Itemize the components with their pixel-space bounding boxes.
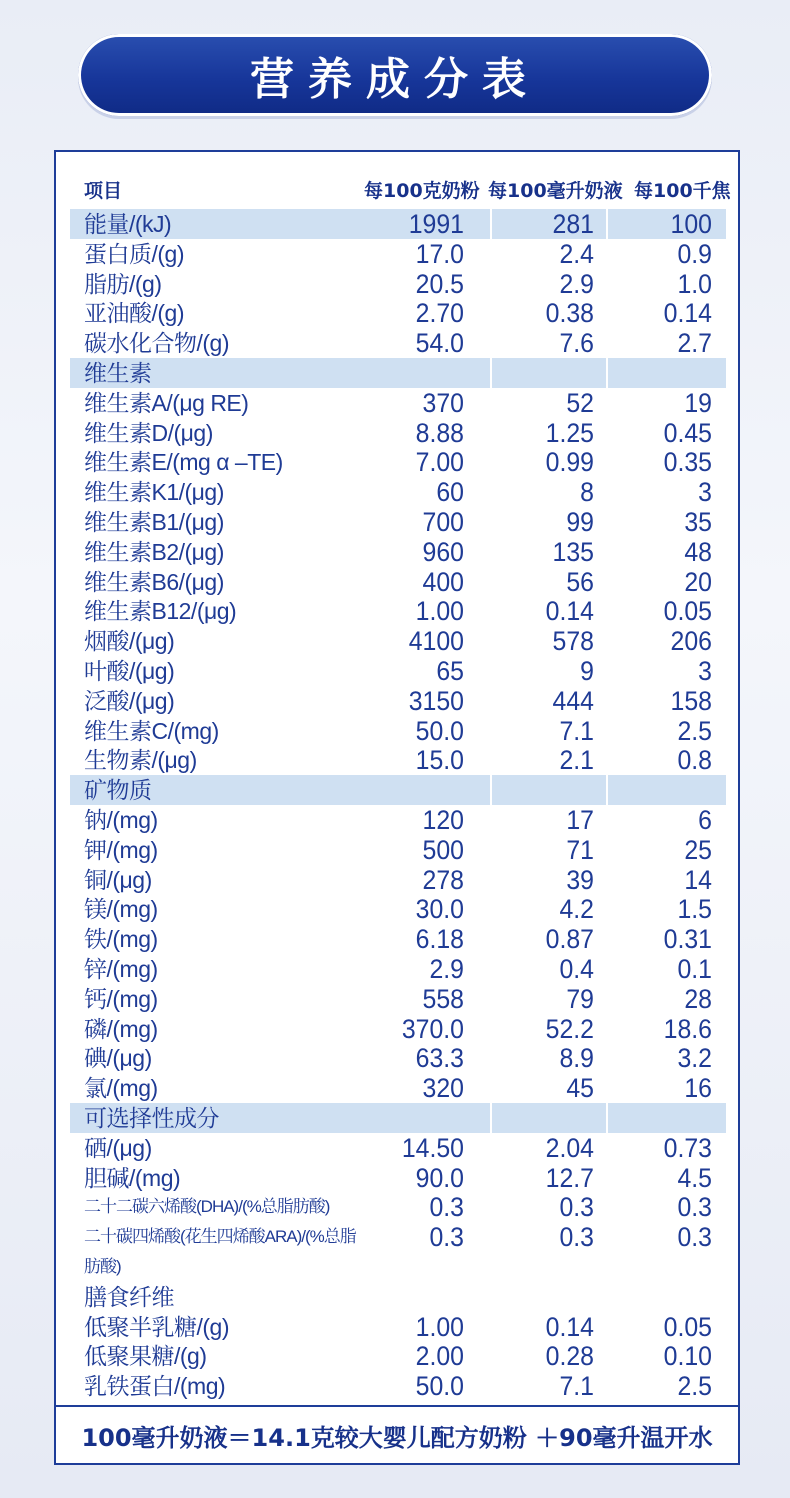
per-100kj-value: 100: [670, 209, 712, 239]
table-row: [70, 596, 726, 626]
per-100ml-value: 0.3: [559, 1192, 594, 1223]
table-row: [70, 418, 726, 448]
per-100kj-value: 19: [684, 387, 712, 418]
per-100g-value: 17.0: [415, 238, 464, 269]
nutrient-name: 钾/(mg): [84, 836, 158, 863]
per-100ml-value: 0.3: [559, 1222, 594, 1253]
per-100g-value: 0.3: [429, 1222, 464, 1253]
per-100kj-value: 3: [698, 477, 712, 508]
per-100ml-value: 8: [580, 477, 594, 508]
nutrient-name: 维生素C/(mg): [84, 717, 219, 744]
per-100kj-value: 6: [698, 805, 712, 835]
per-100ml-value: 444: [552, 685, 594, 716]
per-100kj-value: 0.35: [663, 447, 712, 478]
per-100kj-value: 20: [684, 566, 712, 597]
table-row: [70, 537, 726, 567]
nutrient-name: 硒/(μg): [84, 1134, 152, 1161]
table-row: [70, 716, 726, 746]
nutrient-name: 胆碱/(mg): [84, 1164, 181, 1191]
nutrient-name: 氯/(mg): [84, 1075, 158, 1102]
per-100ml-value: 1.25: [545, 417, 594, 448]
table-row: [70, 1312, 726, 1342]
table-row: [70, 805, 726, 835]
table-row: [70, 1133, 726, 1163]
table-row: [70, 745, 726, 775]
table-row: [70, 1073, 726, 1103]
per-100ml-value: 4.2: [559, 894, 594, 925]
table-row: [70, 328, 726, 358]
header-per-100ml-liquid: 每100毫升奶液: [488, 180, 623, 202]
table-row: [70, 269, 726, 299]
per-100ml-value: 9: [580, 656, 594, 686]
nutrient-name: 可选择性成分: [84, 1105, 219, 1131]
per-100g-value: 2.70: [415, 298, 464, 329]
per-100g-value: 30.0: [415, 894, 464, 925]
per-100ml-value: 52.2: [545, 1013, 594, 1044]
per-100ml-value: 7.6: [559, 328, 594, 359]
header-per-100g-powder: 每100克奶粉: [364, 180, 480, 202]
per-100g-value: 54.0: [415, 328, 464, 359]
per-100ml-value: 17: [566, 805, 594, 835]
per-100ml-value: 2.1: [559, 745, 594, 776]
nutrient-name: 铁/(mg): [84, 926, 158, 953]
nutrient-name: 蛋白质/(g): [84, 240, 184, 267]
per-100ml-value: 56: [566, 566, 594, 597]
per-100kj-value: 3.2: [677, 1043, 712, 1074]
per-100kj-value: 0.3: [677, 1192, 712, 1223]
nutrient-name: 碘/(μg): [84, 1045, 152, 1072]
nutrient-name: 脂肪/(g): [84, 270, 162, 297]
per-100ml-value: 45: [566, 1073, 594, 1104]
table-row: [70, 775, 726, 805]
nutrient-name: 钙/(mg): [84, 985, 158, 1012]
table-row: [70, 894, 726, 924]
per-100ml-value: 0.87: [545, 924, 594, 955]
per-100ml-value: 39: [566, 864, 594, 895]
per-100kj-value: 16: [684, 1073, 712, 1104]
nutrient-name: 叶酸/(μg): [84, 658, 175, 684]
per-100g-value: 370: [422, 387, 464, 418]
per-100g-value: 8.88: [415, 417, 464, 448]
table-row: [70, 1252, 726, 1282]
per-100kj-value: 0.14: [663, 298, 712, 329]
per-100kj-value: 0.10: [663, 1341, 712, 1372]
per-100kj-value: 18.6: [663, 1013, 712, 1044]
per-100g-value: 1991: [408, 209, 464, 239]
table-row: [70, 656, 726, 686]
nutrient-name: 膳食纤维: [84, 1283, 174, 1310]
per-100ml-value: 281: [552, 209, 594, 239]
nutrient-name: 肪酸): [84, 1257, 121, 1276]
per-100ml-value: 52: [566, 387, 594, 418]
per-100g-value: 700: [422, 507, 464, 537]
table-row: [70, 984, 726, 1014]
per-100kj-value: 25: [684, 834, 712, 865]
per-100kj-value: 28: [684, 983, 712, 1014]
nutrient-name: 维生素B6/(μg): [84, 568, 224, 595]
per-100g-value: 1.00: [415, 596, 464, 627]
table-row: [70, 1282, 726, 1312]
per-100g-value: 2.00: [415, 1341, 464, 1372]
table-row: [70, 477, 726, 507]
per-100kj-value: 2.7: [677, 328, 712, 359]
nutrient-name: 锌/(mg): [84, 956, 158, 982]
nutrient-name: 低聚果糖/(g): [84, 1343, 207, 1370]
per-100kj-value: 0.45: [663, 417, 712, 448]
nutrient-name: 维生素D/(μg): [84, 419, 213, 446]
header-per-100kj: 每100千焦: [634, 180, 731, 202]
nutrient-name: 泛酸/(μg): [84, 687, 175, 714]
nutrient-name: 维生素B1/(μg): [84, 509, 224, 535]
per-100ml-value: 99: [566, 507, 594, 537]
nutrition-table: [54, 150, 740, 1465]
per-100g-value: 20.5: [415, 268, 464, 299]
nutrient-name: 维生素B2/(μg): [84, 538, 224, 565]
per-100kj-value: 0.8: [677, 745, 712, 776]
table-row: [70, 1043, 726, 1073]
table-row: [70, 209, 726, 239]
per-100g-value: 65: [436, 656, 464, 686]
per-100kj-value: 1.0: [677, 268, 712, 299]
nutrient-name: 生物素/(μg): [84, 747, 197, 774]
table-row: [70, 507, 726, 537]
per-100kj-value: 0.9: [677, 238, 712, 269]
per-100g-value: 960: [422, 536, 464, 567]
table-row: [70, 388, 726, 418]
per-100kj-value: 206: [670, 626, 712, 657]
table-header: [56, 174, 738, 204]
per-100kj-value: 1.5: [677, 894, 712, 925]
reconstitution-note: 100毫升奶液＝14.1克较大婴儿配方奶粉 ＋90毫升温开水: [56, 1405, 738, 1463]
table-row: [70, 686, 726, 716]
per-100g-value: 0.3: [429, 1192, 464, 1223]
title-banner: [78, 34, 712, 116]
per-100kj-value: 0.1: [677, 954, 712, 984]
per-100ml-value: 79: [566, 983, 594, 1014]
per-100g-value: 14.50: [401, 1132, 464, 1163]
table-row: [70, 626, 726, 656]
table-row: [70, 865, 726, 895]
per-100g-value: 320: [422, 1073, 464, 1104]
per-100g-value: 6.18: [415, 924, 464, 955]
table-row: [70, 239, 726, 269]
per-100g-value: 15.0: [415, 745, 464, 776]
per-100kj-value: 48: [684, 536, 712, 567]
nutrient-name: 烟酸/(μg): [84, 628, 175, 655]
table-row: [70, 924, 726, 954]
per-100ml-value: 0.99: [545, 447, 594, 478]
page-title: 营养成分表: [250, 54, 540, 105]
per-100kj-value: 0.73: [663, 1132, 712, 1163]
table-row: [70, 1222, 726, 1252]
per-100kj-value: 158: [670, 685, 712, 716]
per-100kj-value: 0.3: [677, 1222, 712, 1253]
header-item: 项目: [84, 180, 123, 202]
table-row: [70, 447, 726, 477]
per-100g-value: 60: [436, 477, 464, 508]
nutrient-name: 镁/(mg): [84, 896, 158, 923]
nutrient-name: 磷/(mg): [84, 1015, 158, 1042]
nutrient-name: 能量/(kJ): [84, 211, 172, 237]
per-100g-value: 370.0: [401, 1013, 464, 1044]
nutrient-name: 维生素B12/(μg): [84, 598, 237, 625]
per-100ml-value: 7.1: [559, 715, 594, 746]
per-100g-value: 500: [422, 834, 464, 865]
per-100g-value: 4100: [408, 626, 464, 657]
table-row: [70, 835, 726, 865]
per-100g-value: 63.3: [415, 1043, 464, 1074]
per-100kj-value: 0.05: [663, 1311, 712, 1342]
table-row: [70, 1341, 726, 1371]
per-100ml-value: 12.7: [545, 1162, 594, 1193]
table-row: [70, 1371, 726, 1401]
table-row: [70, 954, 726, 984]
nutrient-name: 铜/(μg): [84, 866, 152, 893]
nutrient-name: 维生素: [84, 360, 152, 386]
table-row: [70, 298, 726, 328]
table-row: [70, 1103, 726, 1133]
per-100kj-value: 0.31: [663, 924, 712, 955]
per-100kj-value: 0.05: [663, 596, 712, 627]
per-100g-value: 278: [422, 864, 464, 895]
per-100g-value: 50.0: [415, 1371, 464, 1402]
per-100ml-value: 0.14: [545, 1311, 594, 1342]
per-100ml-value: 7.1: [559, 1371, 594, 1402]
per-100kj-value: 14: [684, 864, 712, 895]
per-100ml-value: 0.14: [545, 596, 594, 627]
per-100ml-value: 0.38: [545, 298, 594, 329]
nutrient-name: 亚油酸/(g): [84, 300, 184, 327]
nutrient-name: 钠/(mg): [84, 807, 158, 833]
per-100g-value: 7.00: [415, 447, 464, 478]
per-100g-value: 120: [422, 805, 464, 835]
nutrient-name: 二十二碳六烯酸(DHA)/(%总脂肪酸): [84, 1197, 330, 1217]
nutrient-name: 矿物质: [84, 777, 152, 804]
per-100ml-value: 2.9: [559, 268, 594, 299]
table-row: [70, 358, 726, 388]
per-100ml-value: 2.4: [559, 238, 594, 269]
table-row: [70, 1192, 726, 1222]
per-100ml-value: 8.9: [559, 1043, 594, 1074]
nutrient-name: 维生素E/(mg α –TE): [84, 449, 283, 476]
per-100g-value: 50.0: [415, 715, 464, 746]
per-100ml-value: 71: [566, 834, 594, 865]
per-100kj-value: 2.5: [677, 715, 712, 746]
nutrient-name: 碳水化合物/(g): [84, 330, 229, 357]
per-100g-value: 2.9: [429, 954, 464, 984]
nutrient-name: 乳铁蛋白/(mg): [84, 1373, 226, 1400]
per-100g-value: 558: [422, 983, 464, 1014]
per-100ml-value: 0.4: [559, 954, 594, 984]
per-100kj-value: 2.5: [677, 1371, 712, 1402]
table-row: [70, 567, 726, 597]
nutrient-name: 维生素K1/(μg): [84, 479, 224, 506]
per-100g-value: 90.0: [415, 1162, 464, 1193]
per-100g-value: 400: [422, 566, 464, 597]
per-100g-value: 3150: [408, 685, 464, 716]
per-100g-value: 1.00: [415, 1311, 464, 1342]
per-100kj-value: 4.5: [677, 1162, 712, 1193]
table-row: [70, 1014, 726, 1044]
per-100kj-value: 3: [698, 656, 712, 686]
nutrient-name: 维生素A/(μg RE): [84, 389, 249, 416]
per-100kj-value: 35: [684, 507, 712, 537]
per-100ml-value: 2.04: [545, 1132, 594, 1163]
per-100ml-value: 0.28: [545, 1341, 594, 1372]
table-row: [70, 1163, 726, 1193]
nutrient-name: 二十碳四烯酸(花生四烯酸ARA)/(%总脂: [84, 1227, 356, 1247]
nutrient-name: 低聚半乳糖/(g): [84, 1313, 229, 1340]
per-100ml-value: 578: [552, 626, 594, 657]
per-100ml-value: 135: [552, 536, 594, 567]
